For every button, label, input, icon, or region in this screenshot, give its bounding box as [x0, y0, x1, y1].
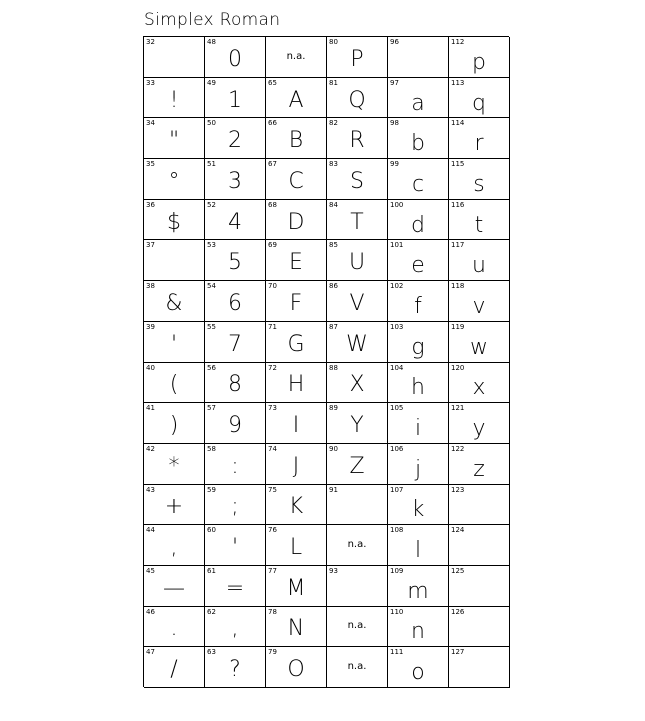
glyph-sample: k [411, 497, 425, 523]
glyph-cell [449, 37, 510, 78]
char-code: 41 [146, 404, 155, 413]
char-code: 104 [390, 363, 404, 372]
char-code: 52 [207, 200, 216, 209]
glyph-cell [266, 322, 327, 363]
glyph-sample: Y [350, 413, 364, 439]
char-code: 90 [329, 444, 338, 453]
char-code: 109 [390, 566, 404, 575]
glyph-cell [144, 444, 205, 485]
char-code: 103 [390, 322, 404, 331]
glyph-cell [327, 647, 388, 688]
char-code: 120 [451, 363, 465, 372]
char-code: 75 [268, 485, 277, 494]
glyph-cell [205, 322, 266, 363]
glyph-cell [266, 200, 327, 241]
glyph-cell [266, 566, 327, 607]
glyph-sample: f [414, 293, 422, 319]
glyph-sample: B [288, 128, 304, 154]
glyph-cell [388, 78, 449, 119]
char-code: 66 [268, 119, 277, 128]
char-code: 110 [390, 607, 404, 616]
glyph-sample: Q [348, 87, 366, 113]
glyph-cell [327, 566, 388, 607]
char-code: 101 [390, 241, 404, 250]
glyph-cell [388, 281, 449, 322]
glyph-sample [144, 43, 204, 77]
glyph-sample: 0 [228, 46, 242, 72]
glyph-cell [327, 200, 388, 241]
glyph-sample: j [414, 456, 422, 482]
glyph-cell [327, 444, 388, 485]
glyph-sample: X [349, 372, 365, 398]
glyph-sample: : [231, 453, 239, 479]
glyph-cell [266, 37, 327, 78]
char-code: 69 [268, 241, 277, 250]
char-code: 65 [268, 78, 277, 87]
glyph-sample [449, 531, 509, 565]
glyph-sample [144, 246, 204, 280]
glyph-cell [449, 322, 510, 363]
glyph-sample: / [170, 657, 178, 683]
glyph-sample: m [407, 578, 429, 604]
glyph-sample [327, 572, 387, 606]
glyph-cell [449, 566, 510, 607]
char-code: 45 [146, 566, 155, 575]
glyph-sample: J [292, 453, 300, 479]
char-code: 63 [207, 648, 216, 657]
glyph-cell [144, 485, 205, 526]
glyph-sample: . [170, 616, 178, 642]
glyph-sample: ( [169, 372, 179, 398]
char-code: 105 [390, 404, 404, 413]
glyph-sample: o [411, 660, 425, 686]
glyph-cell [144, 240, 205, 281]
glyph-cell [266, 444, 327, 485]
glyph-cell [388, 322, 449, 363]
char-code: 68 [268, 200, 277, 209]
char-code: 39 [146, 322, 155, 331]
glyph-cell [388, 118, 449, 159]
char-code: 86 [329, 282, 338, 291]
char-code: 98 [390, 119, 399, 128]
not-available-label: n.a. [286, 50, 306, 62]
char-code: 112 [451, 38, 465, 46]
glyph-sample [388, 43, 448, 77]
not-available-label: n.a. [347, 539, 367, 551]
glyph-sample: r [474, 131, 484, 157]
character-table [143, 36, 509, 687]
glyph-sample: y [472, 416, 486, 442]
glyph-cell [205, 403, 266, 444]
glyph-cell [144, 118, 205, 159]
glyph-cell [144, 525, 205, 566]
glyph-cell [327, 37, 388, 78]
char-code: 54 [207, 282, 216, 291]
glyph-cell [205, 647, 266, 688]
glyph-sample: P [350, 46, 364, 72]
glyph-cell [449, 363, 510, 404]
char-code: 70 [268, 282, 277, 291]
glyph-sample: U [348, 250, 366, 276]
char-code: 113 [451, 78, 465, 87]
glyph-cell [449, 444, 510, 485]
glyph-sample: q [472, 90, 486, 116]
glyph-sample: d [411, 212, 425, 238]
glyph-sample: R [349, 128, 365, 154]
not-available-label: n.a. [347, 661, 367, 673]
char-code: 83 [329, 160, 338, 169]
glyph-cell [327, 159, 388, 200]
glyph-sample: 2 [228, 128, 242, 154]
glyph-sample: W [346, 331, 368, 357]
char-code: 72 [268, 363, 277, 372]
glyph-cell [388, 240, 449, 281]
glyph-sample: u [472, 253, 486, 279]
glyph-sample: ? [229, 657, 241, 683]
glyph-cell [205, 566, 266, 607]
char-code: 55 [207, 322, 216, 331]
char-code: 60 [207, 526, 216, 535]
glyph-sample: a [411, 90, 425, 116]
char-code: 81 [329, 78, 338, 87]
glyph-sample [449, 491, 509, 525]
glyph-sample: w [470, 334, 488, 360]
char-code: 116 [451, 200, 465, 209]
char-code: 107 [390, 485, 404, 494]
char-code: 119 [451, 322, 465, 331]
glyph-cell [144, 363, 205, 404]
glyph-cell [205, 363, 266, 404]
glyph-cell [205, 525, 266, 566]
char-code: 59 [207, 485, 216, 494]
char-code: 100 [390, 200, 404, 209]
char-code: 115 [451, 160, 465, 169]
char-code: 89 [329, 404, 338, 413]
glyph-cell [449, 525, 510, 566]
glyph-cell [205, 37, 266, 78]
char-code: 93 [329, 566, 338, 575]
char-code: 40 [146, 363, 155, 372]
glyph-cell [327, 118, 388, 159]
glyph-sample: 3 [228, 168, 242, 194]
char-code: 123 [451, 485, 465, 494]
glyph-cell [449, 240, 510, 281]
glyph-cell [266, 281, 327, 322]
char-code: 78 [268, 607, 277, 616]
glyph-cell [327, 281, 388, 322]
glyph-cell [327, 485, 388, 526]
glyph-cell [327, 322, 388, 363]
glyph-sample: C [288, 168, 304, 194]
char-code: 37 [146, 241, 155, 250]
glyph-sample: ; [231, 494, 239, 520]
char-code: 62 [207, 607, 216, 616]
char-code: 76 [268, 526, 277, 535]
char-code: 77 [268, 566, 277, 575]
glyph-cell [144, 159, 205, 200]
glyph-sample: c [411, 171, 425, 197]
glyph-cell [327, 78, 388, 119]
char-code: 71 [268, 322, 277, 331]
char-code: 91 [329, 485, 338, 494]
char-code: 32 [146, 38, 155, 46]
glyph-cell [205, 159, 266, 200]
glyph-cell [144, 403, 205, 444]
glyph-cell [327, 525, 388, 566]
glyph-sample: i [414, 416, 422, 442]
glyph-cell [266, 118, 327, 159]
glyph-sample: — [163, 575, 185, 601]
glyph-sample: ! [169, 87, 179, 113]
char-code: 96 [390, 38, 399, 46]
glyph-cell [449, 607, 510, 648]
glyph-cell [266, 647, 327, 688]
char-code: 99 [390, 160, 399, 169]
char-code: 122 [451, 444, 465, 453]
char-code: 49 [207, 78, 216, 87]
glyph-sample: h [411, 375, 425, 401]
glyph-sample: x [472, 375, 486, 401]
glyph-cell [205, 78, 266, 119]
glyph-sample: , [170, 535, 178, 561]
glyph-cell [205, 607, 266, 648]
char-code: 88 [329, 363, 338, 372]
glyph-sample: ' [170, 331, 178, 357]
glyph-sample: * [168, 453, 180, 479]
glyph-sample: 1 [228, 87, 242, 113]
glyph-cell [266, 607, 327, 648]
glyph-cell [266, 525, 327, 566]
glyph-sample: F [289, 290, 303, 316]
char-code: 56 [207, 363, 216, 372]
char-code: 33 [146, 78, 155, 87]
char-code: 35 [146, 160, 155, 169]
char-code: 44 [146, 526, 155, 535]
glyph-sample: 5 [228, 250, 242, 276]
glyph-sample: I [292, 413, 300, 439]
glyph-sample: z [473, 456, 485, 482]
glyph-cell [144, 322, 205, 363]
glyph-sample: & [165, 290, 183, 316]
glyph-cell [327, 607, 388, 648]
glyph-sample: 8 [228, 372, 242, 398]
glyph-cell [266, 403, 327, 444]
glyph-cell [388, 363, 449, 404]
glyph-sample: + [164, 494, 184, 520]
glyph-sample: g [411, 334, 425, 360]
glyph-cell [144, 200, 205, 241]
glyph-cell [266, 240, 327, 281]
glyph-sample: K [288, 494, 304, 520]
char-code: 118 [451, 282, 465, 291]
glyph-sample [449, 572, 509, 606]
glyph-cell [449, 647, 510, 688]
glyph-sample: 6 [228, 290, 242, 316]
glyph-cell [144, 37, 205, 78]
page-title: Simplex Roman [144, 10, 281, 30]
glyph-sample: p [472, 49, 486, 75]
char-code: 61 [207, 566, 216, 575]
glyph-cell [205, 281, 266, 322]
char-code: 53 [207, 241, 216, 250]
glyph-cell [266, 159, 327, 200]
glyph-sample: t [474, 212, 484, 238]
char-code: 36 [146, 200, 155, 209]
char-code: 46 [146, 607, 155, 616]
char-code: 50 [207, 119, 216, 128]
glyph-cell [144, 607, 205, 648]
char-code: 117 [451, 241, 465, 250]
glyph-cell [449, 78, 510, 119]
glyph-cell [266, 78, 327, 119]
glyph-sample: = [225, 575, 245, 601]
glyph-sample: H [287, 372, 305, 398]
glyph-cell [388, 566, 449, 607]
glyph-cell [327, 363, 388, 404]
glyph-sample: ' [231, 535, 239, 561]
glyph-sample: D [287, 209, 305, 235]
char-code: 126 [451, 607, 465, 616]
glyph-sample: n [411, 619, 425, 645]
char-code: 84 [329, 200, 338, 209]
glyph-sample: ° [168, 168, 180, 194]
glyph-cell [388, 525, 449, 566]
glyph-cell [327, 240, 388, 281]
glyph-cell [388, 159, 449, 200]
glyph-sample: 4 [228, 209, 242, 235]
glyph-sample: l [414, 538, 422, 564]
glyph-cell [449, 118, 510, 159]
char-code: 127 [451, 648, 465, 657]
glyph-cell [388, 444, 449, 485]
glyph-cell [144, 281, 205, 322]
glyph-cell [205, 485, 266, 526]
char-code: 58 [207, 444, 216, 453]
glyph-sample: b [411, 131, 425, 157]
glyph-sample: 9 [228, 413, 242, 439]
glyph-sample: ) [169, 413, 179, 439]
char-code: 111 [390, 648, 404, 657]
glyph-cell [205, 240, 266, 281]
char-code: 48 [207, 38, 216, 46]
glyph-cell [388, 403, 449, 444]
glyph-cell [449, 403, 510, 444]
glyph-sample [449, 653, 509, 687]
glyph-cell [144, 566, 205, 607]
glyph-cell [388, 200, 449, 241]
char-code: 108 [390, 526, 404, 535]
glyph-sample: O [287, 657, 305, 683]
glyph-sample: N [287, 616, 305, 642]
glyph-cell [205, 200, 266, 241]
char-code: 87 [329, 322, 338, 331]
glyph-cell [449, 159, 510, 200]
glyph-cell [388, 647, 449, 688]
glyph-sample: , [231, 616, 239, 642]
char-code: 38 [146, 282, 155, 291]
glyph-sample [327, 491, 387, 525]
char-code: 43 [146, 485, 155, 494]
glyph-sample: v [472, 293, 486, 319]
glyph-sample: " [168, 128, 180, 154]
glyph-sample: S [350, 168, 364, 194]
char-code: 74 [268, 444, 277, 453]
glyph-sample: E [289, 250, 303, 276]
glyph-sample: $ [167, 209, 181, 235]
char-code: 82 [329, 119, 338, 128]
glyph-sample: G [287, 331, 305, 357]
glyph-sample: Z [349, 453, 365, 479]
char-code: 73 [268, 404, 277, 413]
glyph-cell [266, 485, 327, 526]
glyph-cell [388, 607, 449, 648]
char-code: 79 [268, 648, 277, 657]
glyph-sample: e [411, 253, 425, 279]
char-code: 114 [451, 119, 465, 128]
char-code: 34 [146, 119, 155, 128]
char-code: 67 [268, 160, 277, 169]
glyph-cell [205, 118, 266, 159]
char-code: 124 [451, 526, 465, 535]
char-code: 121 [451, 404, 465, 413]
char-code: 125 [451, 566, 465, 575]
glyph-cell [449, 200, 510, 241]
glyph-sample: L [289, 535, 303, 561]
char-code: 85 [329, 241, 338, 250]
glyph-sample [449, 613, 509, 647]
char-code: 102 [390, 282, 404, 291]
char-code: 42 [146, 444, 155, 453]
char-code: 80 [329, 38, 338, 46]
char-code: 51 [207, 160, 216, 169]
glyph-sample: A [288, 87, 304, 113]
glyph-cell [327, 403, 388, 444]
glyph-cell [144, 647, 205, 688]
glyph-sample: T [350, 209, 364, 235]
glyph-sample: 7 [228, 331, 242, 357]
glyph-cell [449, 281, 510, 322]
glyph-cell [388, 485, 449, 526]
glyph-sample: s [473, 171, 485, 197]
char-code: 47 [146, 648, 155, 657]
glyph-cell [388, 37, 449, 78]
char-code: 106 [390, 444, 404, 453]
not-available-label: n.a. [347, 620, 367, 632]
glyph-cell [205, 444, 266, 485]
glyph-cell [144, 78, 205, 119]
char-code: 97 [390, 78, 399, 87]
glyph-sample: M [286, 575, 306, 601]
glyph-sample: V [349, 290, 365, 316]
char-code: 57 [207, 404, 216, 413]
glyph-cell [449, 485, 510, 526]
glyph-cell [266, 363, 327, 404]
